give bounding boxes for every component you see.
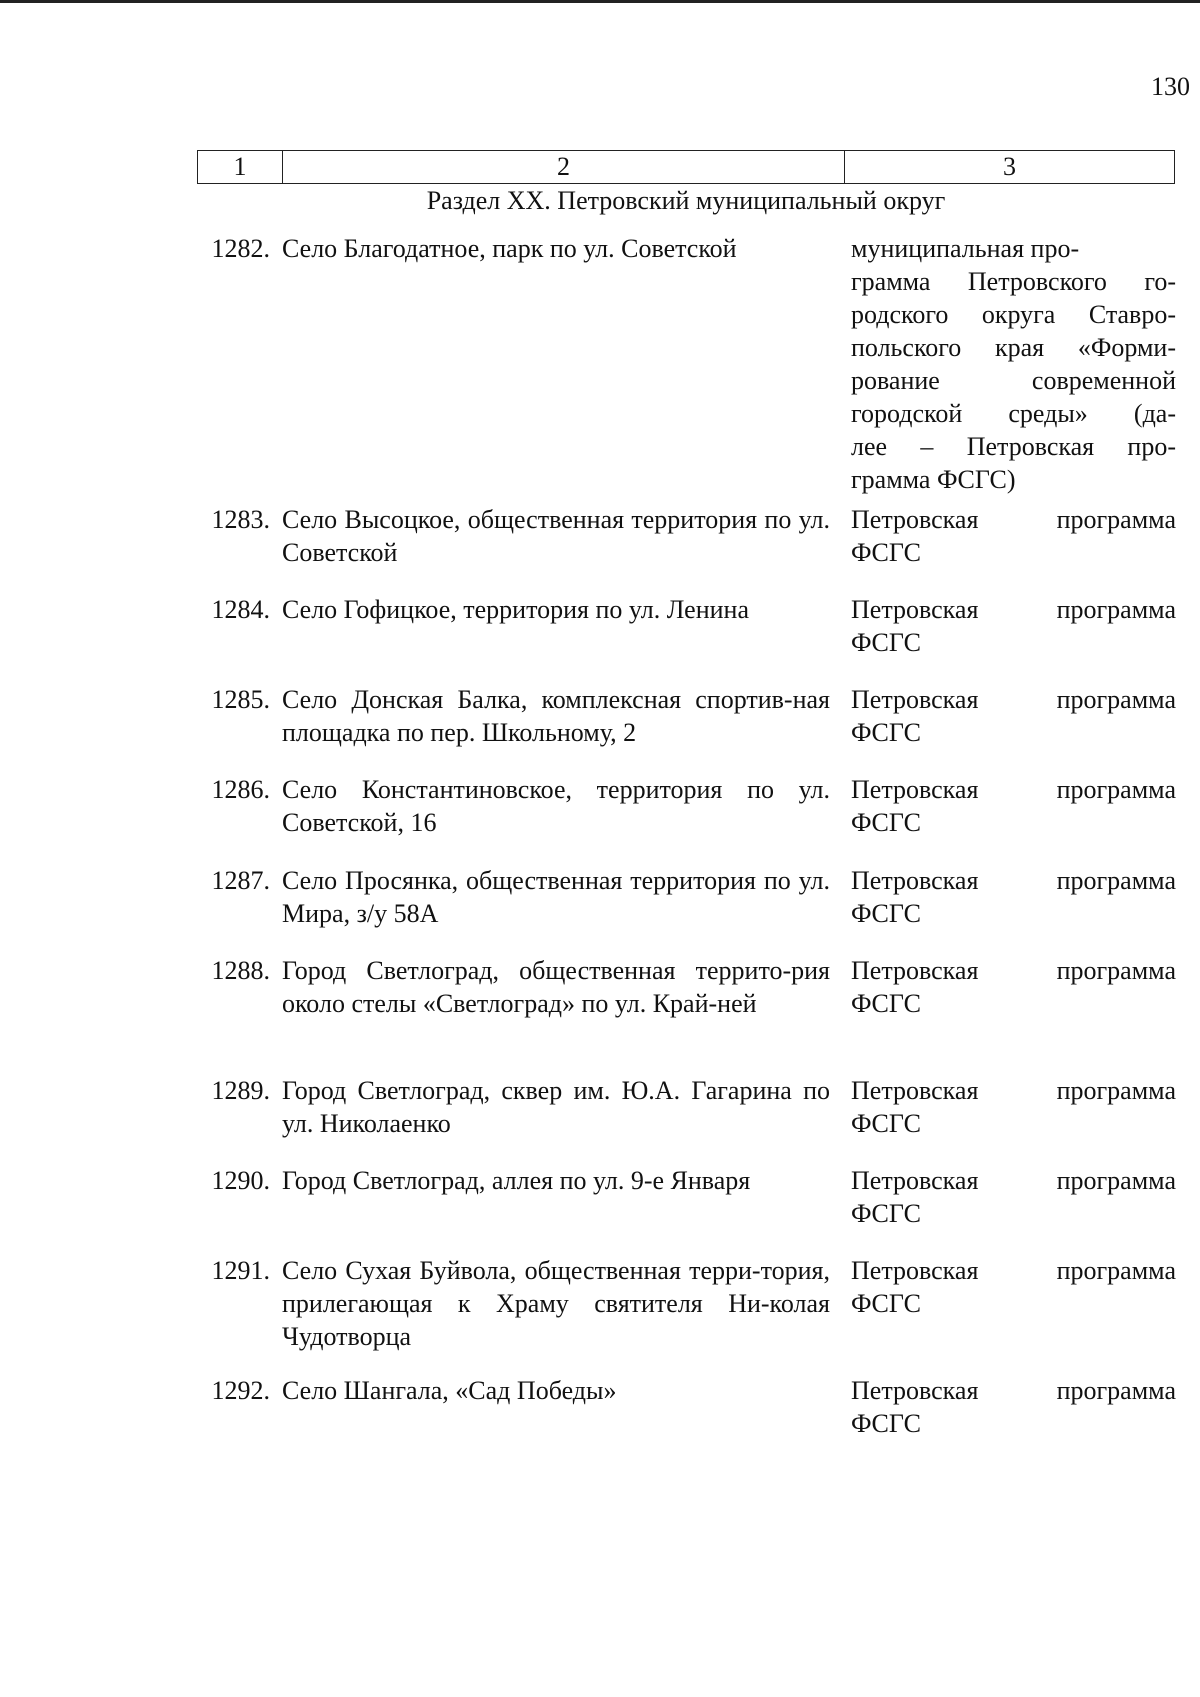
source-line: городской среды» (да- <box>851 399 1176 428</box>
row-number: 1284. <box>211 595 270 624</box>
row-number: 1289. <box>211 1076 270 1105</box>
source-line: Петровская программа <box>851 685 1176 714</box>
row-location: Село Шангала, «Сад Победы» <box>282 1376 617 1405</box>
source-line: Петровская программа <box>851 775 1176 804</box>
row-source <box>851 503 1176 569</box>
row-location: Село Благодатное, парк по ул. Советской <box>282 234 737 263</box>
row-number: 1290. <box>211 1166 270 1195</box>
source-line: лее – Петровская про- <box>851 432 1176 461</box>
row-location: Село Константиновское, территория по ул. Советской, 16 <box>282 775 830 837</box>
row-number: 1288. <box>211 956 270 985</box>
row-source <box>851 1164 1176 1230</box>
source-line: родского округа Ставро- <box>851 300 1176 329</box>
source-line: Петровская программа <box>851 1376 1176 1405</box>
section-title: Раздел XX. Петровский муниципальный округ <box>426 186 946 215</box>
row-location: Село Донская Балка, комплексная спортив-ная площадка по пер. Школьному, 2 <box>282 685 830 747</box>
source-line: Петровская программа <box>851 505 1176 534</box>
row-location: Город Светлоград, сквер им. Ю.А. Гагарина по ул. Николаенко <box>282 1076 830 1138</box>
row-number: 1287. <box>211 866 270 895</box>
row-location: Город Светлоград, общественная террито-рия около стелы «Светлоград» по ул. Край-ней <box>282 956 830 1018</box>
row-source <box>851 864 1176 930</box>
row-number: 1291. <box>211 1256 270 1285</box>
row-source <box>851 1074 1176 1140</box>
row-number: 1282. <box>211 234 270 263</box>
row-source <box>851 683 1176 749</box>
source-line: ФСГС <box>851 718 921 747</box>
page-number: 130 <box>1151 72 1190 101</box>
source-line: грамма ФСГС) <box>851 465 1016 494</box>
row-source <box>851 1254 1176 1320</box>
source-line: польского края «Форми- <box>851 333 1176 362</box>
row-source <box>851 773 1176 839</box>
row-number: 1285. <box>211 685 270 714</box>
source-line: рование современной <box>851 366 1176 395</box>
header-col-2: 2 <box>283 151 845 183</box>
row-location: Село Гофицкое, территория по ул. Ленина <box>282 595 749 624</box>
source-line: Петровская программа <box>851 1076 1176 1105</box>
source-line: Петровская программа <box>851 1256 1176 1285</box>
header-col-3: 3 <box>1003 152 1016 181</box>
source-line: ФСГС <box>851 1199 921 1228</box>
source-line: Петровская программа <box>851 956 1176 985</box>
row-source <box>851 593 1176 659</box>
source-line: Петровская программа <box>851 595 1176 624</box>
row-location: Город Светлоград, аллея по ул. 9-е Января <box>282 1166 751 1195</box>
source-line: Петровская программа <box>851 866 1176 895</box>
source-line: ФСГС <box>851 1109 921 1138</box>
row-location: Село Просянка, общественная территория по ул. Мира, з/у 58А <box>282 866 830 928</box>
source-line: ФСГС <box>851 538 921 567</box>
row-source <box>851 232 1176 496</box>
table-header <box>197 150 1175 184</box>
source-line: муниципальная про- <box>851 234 1080 263</box>
row-location: Село Сухая Буйвола, общественная терри-тория, прилегающая к Храму святителя Ни-колая Чудотворца <box>282 1256 830 1351</box>
source-line: ФСГС <box>851 808 921 837</box>
source-line: ФСГС <box>851 1409 921 1438</box>
row-location: Село Высоцкое, общественная территория по ул. Советской <box>282 505 830 567</box>
page-top-border <box>0 0 1200 3</box>
source-line: Петровская программа <box>851 1166 1176 1195</box>
header-col-1: 1 <box>198 151 283 183</box>
row-number: 1292. <box>211 1376 270 1405</box>
row-number: 1283. <box>211 505 270 534</box>
source-line: ФСГС <box>851 1289 921 1318</box>
row-number: 1286. <box>211 775 270 804</box>
row-source <box>851 1374 1176 1440</box>
source-line: ФСГС <box>851 989 921 1018</box>
source-line: ФСГС <box>851 628 921 657</box>
source-line: ФСГС <box>851 899 921 928</box>
source-line: грамма Петровского го- <box>851 267 1176 296</box>
row-source <box>851 954 1176 1020</box>
